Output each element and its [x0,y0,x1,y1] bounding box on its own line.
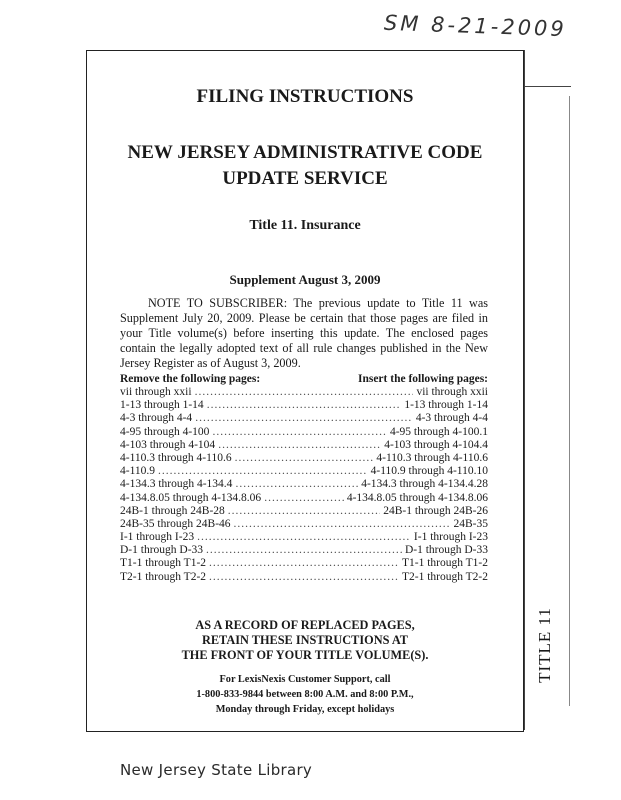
record-instruction [86,618,524,663]
dot-leader [212,426,387,439]
table-row [120,544,488,557]
insert-range: 1-13 through 1-14 [404,399,488,412]
table-row [120,518,488,531]
table-row [120,492,488,505]
dot-leader [207,399,402,412]
table-header [120,373,488,385]
table-row [120,571,488,584]
supplement-date: Supplement August 3, 2009 [229,272,381,287]
side-tab-divider [524,86,571,87]
table-row [120,452,488,465]
table-rows [120,386,488,584]
remove-header: Remove the following pages: [120,373,261,385]
remove-range: I-1 through I-23 [120,531,195,544]
remove-range: 4-110.9 [120,465,156,478]
insert-header: Insert the following pages: [357,373,488,385]
dot-leader [209,571,399,584]
customer-support [86,672,524,717]
remove-range: D-1 through D-33 [120,544,204,557]
insert-range: 4-95 through 4-100.1 [389,425,488,438]
dot-leader [228,505,380,518]
insert-range: 4-103 through 4-104.4 [384,438,488,451]
remove-range: 24B-1 through 24B-28 [120,504,225,517]
page-title: FILING INSTRUCTIONS [196,86,414,107]
insert-range: 4-3 through 4-4 [415,412,488,425]
table-row [120,426,488,439]
insert-range: 24B-1 through 24B-26 [383,504,488,517]
remove-range: T2-1 through T2-2 [120,570,207,583]
insert-range: 24B-35 [453,517,488,530]
table-row [120,557,488,570]
remove-range: 4-3 through 4-4 [120,412,193,425]
insert-range: 4-134.8.05 through 4-134.8.06 [346,491,488,504]
remove-range: 4-95 through 4-100 [120,425,210,438]
insert-range: 4-134.3 through 4-134.4.28 [361,478,488,491]
dot-leader [195,412,413,425]
remove-range: 4-110.3 through 4-110.6 [120,451,232,464]
dot-leader [235,478,358,491]
record-line2: RETAIN THESE INSTRUCTIONS AT [201,633,409,647]
title-number: Title 11. Insurance [249,218,361,233]
dot-leader [234,518,451,531]
code-heading-line1: NEW JERSEY ADMINISTRATIVE CODE [127,142,483,163]
side-tab-edge [569,96,570,706]
table-row [120,439,488,452]
dot-leader [264,492,344,505]
code-heading [86,140,524,192]
handwritten-date-note: SM 8-21-2009 [383,10,568,42]
dot-leader [218,439,381,452]
record-line1: AS A RECORD OF REPLACED PAGES, [195,618,415,632]
remove-range: 1-13 through 1-14 [120,399,204,412]
table-row [120,505,488,518]
insert-range: D-1 through D-33 [404,544,488,557]
record-line3: THE FRONT OF YOUR TITLE VOLUME(S). [181,648,429,662]
support-line1: For LexisNexis Customer Support, call [219,674,391,685]
support-line3: Monday through Friday, except holidays [215,704,395,715]
dot-leader [206,544,402,557]
table-row [120,412,488,425]
remove-range: T1-1 through T1-2 [120,557,207,570]
dot-leader [195,386,414,399]
insert-range: vii through xxii [416,386,488,398]
remove-range: vii through xxii [120,386,192,398]
insert-range: 4-110.3 through 4-110.6 [376,451,488,464]
library-stamp: New Jersey State Library [120,761,313,779]
remove-range: 4-134.8.05 through 4-134.8.06 [120,491,262,504]
remove-range: 4-103 through 4-104 [120,438,216,451]
subscriber-note: NOTE TO SUBSCRIBER: The previous update to Title 11 was Supplement July 20, 2009. Please be certain that those pages are filed in your Title volume(s) before inserting this update. The enclosed pages contain the legally adopted text of all rule changes published in the New Jersey Register as of August 3, 2009. [120,296,488,370]
dot-leader [209,557,399,570]
dot-leader [235,452,374,465]
table-row [120,386,488,399]
remove-range: 4-134.3 through 4-134.4 [120,478,233,491]
code-heading-line2: UPDATE SERVICE [222,168,388,189]
insert-range: T2-1 through T2-2 [401,570,488,583]
dot-leader [197,531,411,544]
dot-leader [158,465,368,478]
insert-range: I-1 through I-23 [413,531,488,544]
table-row [120,531,488,544]
page-replacement-table [120,373,488,584]
table-row [120,465,488,478]
table-row [120,478,488,491]
remove-range: 24B-35 through 24B-46 [120,517,231,530]
table-row [120,399,488,412]
support-line2: 1-800-833-9844 between 8:00 A.M. and 8:00 P.M., [196,689,414,700]
title-tab-label: TITLE 11 [535,607,555,683]
insert-range: 4-110.9 through 4-110.10 [370,465,488,478]
insert-range: T1-1 through T1-2 [401,557,488,570]
